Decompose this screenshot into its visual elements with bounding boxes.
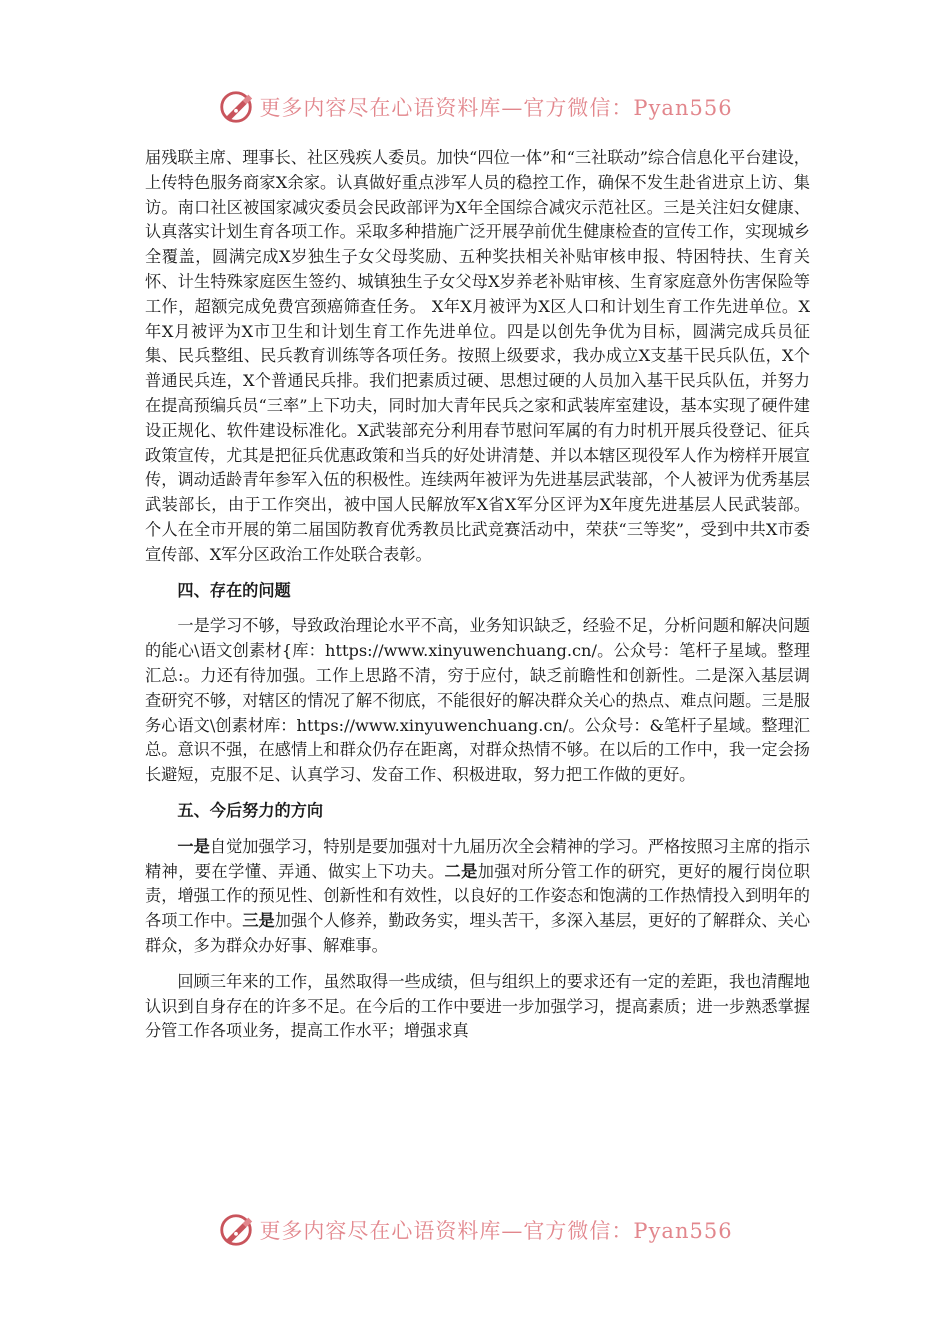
paragraph-continued: 届残联主席、理事长、社区残疾人委员。加快“四位一体”和“三社联动”综合信息化平台建设，上传特色服务商家X余家。认真做好重点涉军人员的稳控工作，确保不发生赴省进京上访、集访。南口社区被国家减灾委员会民政部评为X年全国综合减灾示范社区。三是关注妇女健康、认真落实计划生育各项工作。采取多种措施广泛开展孕前优生健康检查的宣传工作，实现城乡全覆盖，圆满完成X岁独生子女父母奖励、五种奖扶相关补贴审核申报、特困特扶、生育关怀、计生特殊家庭医生签约、城镇独生子女父母X岁养老补贴审核、生育家庭意外伤害保险等工作，超额完成免费宫颈癌筛查任务。 X年X月被评为X区人口和计划生育工作先进单位。X年X月被评为X市卫生和计划生育工作先进单位。四是以创先争优为目标，圆满完成兵员征集、民兵整组、民兵教育训练等各项任务。按照上级要求，我办成立X支基干民兵队伍，X个普通民兵连，X个普通民兵排。我们把素质过硬、思想过硬的人员加入基干民兵队伍，并努力在提高预编兵员“三率”上下功夫，同时加大青年民兵之家和武装库室建设，基本实现了硬件建设正规化、软件建设标准化。X武装部充分利用春节慰问军属的有力时机开展兵役登记、征兵政策宣传，尤其是把征兵优惠政策和当兵的好处讲清楚、并以本辖区现役军人作为榜样开展宣传，调动适龄青年参军入伍的积极性。连续两年被评为先进基层武装部，个人被评为优秀基层武装部长，由于工作突出，被中国人民解放军X省X军分区评为X年度先进基层人民武装部。个人在全市开展的第二届国防教育优秀教员比武竞赛活动中，荣获“三等奖”，受到中共X市委宣传部、X军分区政治工作处联合表彰。 <box>145 148 810 564</box>
direction-text-3: 加强个人修养，勤政务实，埋头苦干，多深入基层，更好的了解群众、关心群众，多为群众办好事、解难事。 <box>145 911 811 955</box>
header-banner <box>0 82 950 132</box>
document-body <box>145 146 810 1044</box>
paragraph-direction <box>145 835 810 959</box>
pen-nib-logo-icon <box>217 88 255 126</box>
footer-banner <box>0 1205 950 1255</box>
bold-lead-2: 二是 <box>444 861 478 881</box>
pen-nib-logo-icon <box>217 1211 255 1249</box>
paragraph-problems: 一是学习不够，导致政治理论水平不高，业务知识缺乏，经验不足，分析问题和解决问题的能心\语文创素材{库：https://www.xinyuwenchuang.cn/。公众号：笔杆子星域。整理汇总:。力还有待加强。工作上思路不清，穷于应付，缺乏前瞻性和创新性。二是深入基层调查研究不够，对辖区的情况了解不彻底，不能很好的解决群众关心的热点、难点问题。三是服务心语文\创素材库：https://www.xinyuwenchuang.cn/。公众号：&笔杆子星域。整理汇总。意识不强，在感情上和群众仍存在距离，对群众热情不够。在以后的工作中，我一定会扬长避短，克服不足、认真学习、发奋工作、积极进取，努力把工作做的更好。 <box>145 616 810 785</box>
bold-lead-3: 三是 <box>242 911 275 931</box>
footer-banner-text: 更多内容尽在心语资料库—官方微信：Pyan556 <box>259 1219 733 1243</box>
direction-text-2: 加强对所分管工作的研究，更好的履行岗位职责，增强工作的预见性、创新性和有效性，以良好的工作姿态和饱满的工作热情投入到明年的各项工作中。 <box>145 861 811 931</box>
section-heading-problems: 四、存在的问题 <box>177 580 291 600</box>
section-heading-direction: 五、今后努力的方向 <box>177 800 324 820</box>
bold-lead-1: 一是 <box>177 836 210 856</box>
direction-text-1: 自觉加强学习，特别是要加强对十九届历次全会精神的学习。严格按照习主席的指示精神，要在学懂、弄通、做实上下功夫。 <box>145 836 811 881</box>
header-banner-text: 更多内容尽在心语资料库—官方微信：Pyan556 <box>259 96 733 120</box>
paragraph-review: 回顾三年来的工作，虽然取得一些成绩，但与组织上的要求还有一定的差距，我也清醒地认识到自身存在的许多不足。在今后的工作中要进一步加强学习，提高素质；进一步熟悉掌握分管工作各项业务，提高工作水平；增强求真 <box>145 971 810 1041</box>
